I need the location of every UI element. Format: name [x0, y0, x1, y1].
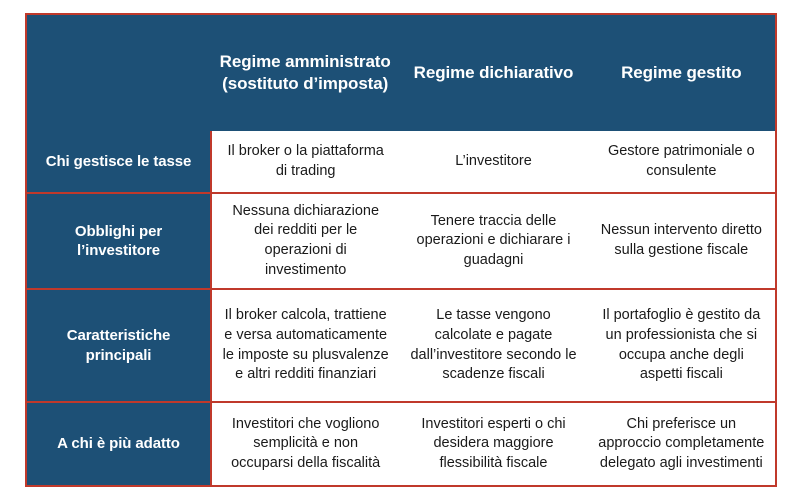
column-header-regime-amministrato: Regime amministrato (sostituto d’imposta): [211, 14, 399, 131]
cell-obblighi-amministrato: Nessuna dichiarazione dei redditi per le operazioni di investimento: [211, 193, 399, 289]
cell-adatto-dichiarativo: Investitori esperti o chi desidera maggiore flessibilità fiscale: [399, 402, 587, 486]
header-corner-cell: [26, 14, 211, 131]
cell-caratteristiche-gestito: Il portafoglio è gestito da un professionista che si occupa anche degli aspetti fiscali: [588, 289, 776, 402]
table-header: [26, 14, 776, 131]
table-row: [26, 402, 776, 486]
cell-obblighi-dichiarativo: Tenere traccia delle operazioni e dichiarare i guadagni: [399, 193, 587, 289]
table-row: [26, 131, 776, 193]
table-body: [26, 131, 776, 486]
cell-caratteristiche-dichiarativo: Le tasse vengono calcolate e pagate dall’investitore secondo le scadenze fiscali: [399, 289, 587, 402]
row-label-obblighi-per-investitore: Obblighi per l’investitore: [26, 193, 211, 289]
row-label-caratteristiche-principali: Caratteristiche principali: [26, 289, 211, 402]
row-label-chi-gestisce-le-tasse: Chi gestisce le tasse: [26, 131, 211, 193]
cell-caratteristiche-amministrato: Il broker calcola, trattiene e versa automaticamente le imposte su plusvalenze e altri redditi finanziari: [211, 289, 399, 402]
tax-regime-comparison-table: [25, 13, 777, 487]
column-header-regime-dichiarativo: Regime dichiarativo: [399, 14, 587, 131]
cell-chi-gestisce-gestito: Gestore patrimoniale o consulente: [588, 131, 776, 193]
header-row: [26, 14, 776, 131]
cell-adatto-gestito: Chi preferisce un approccio completamente delegato agli investimenti: [588, 402, 776, 486]
cell-chi-gestisce-amministrato: Il broker o la piattaforma di trading: [211, 131, 399, 193]
row-label-a-chi-e-piu-adatto: A chi è più adatto: [26, 402, 211, 486]
cell-adatto-amministrato: Investitori che vogliono semplicità e non occuparsi della fiscalità: [211, 402, 399, 486]
cell-obblighi-gestito: Nessun intervento diretto sulla gestione fiscale: [588, 193, 776, 289]
cell-chi-gestisce-dichiarativo: L’investitore: [399, 131, 587, 193]
table-row: [26, 289, 776, 402]
comparison-table-container: [25, 13, 775, 485]
column-header-regime-gestito: Regime gestito: [588, 14, 776, 131]
table-row: [26, 193, 776, 289]
